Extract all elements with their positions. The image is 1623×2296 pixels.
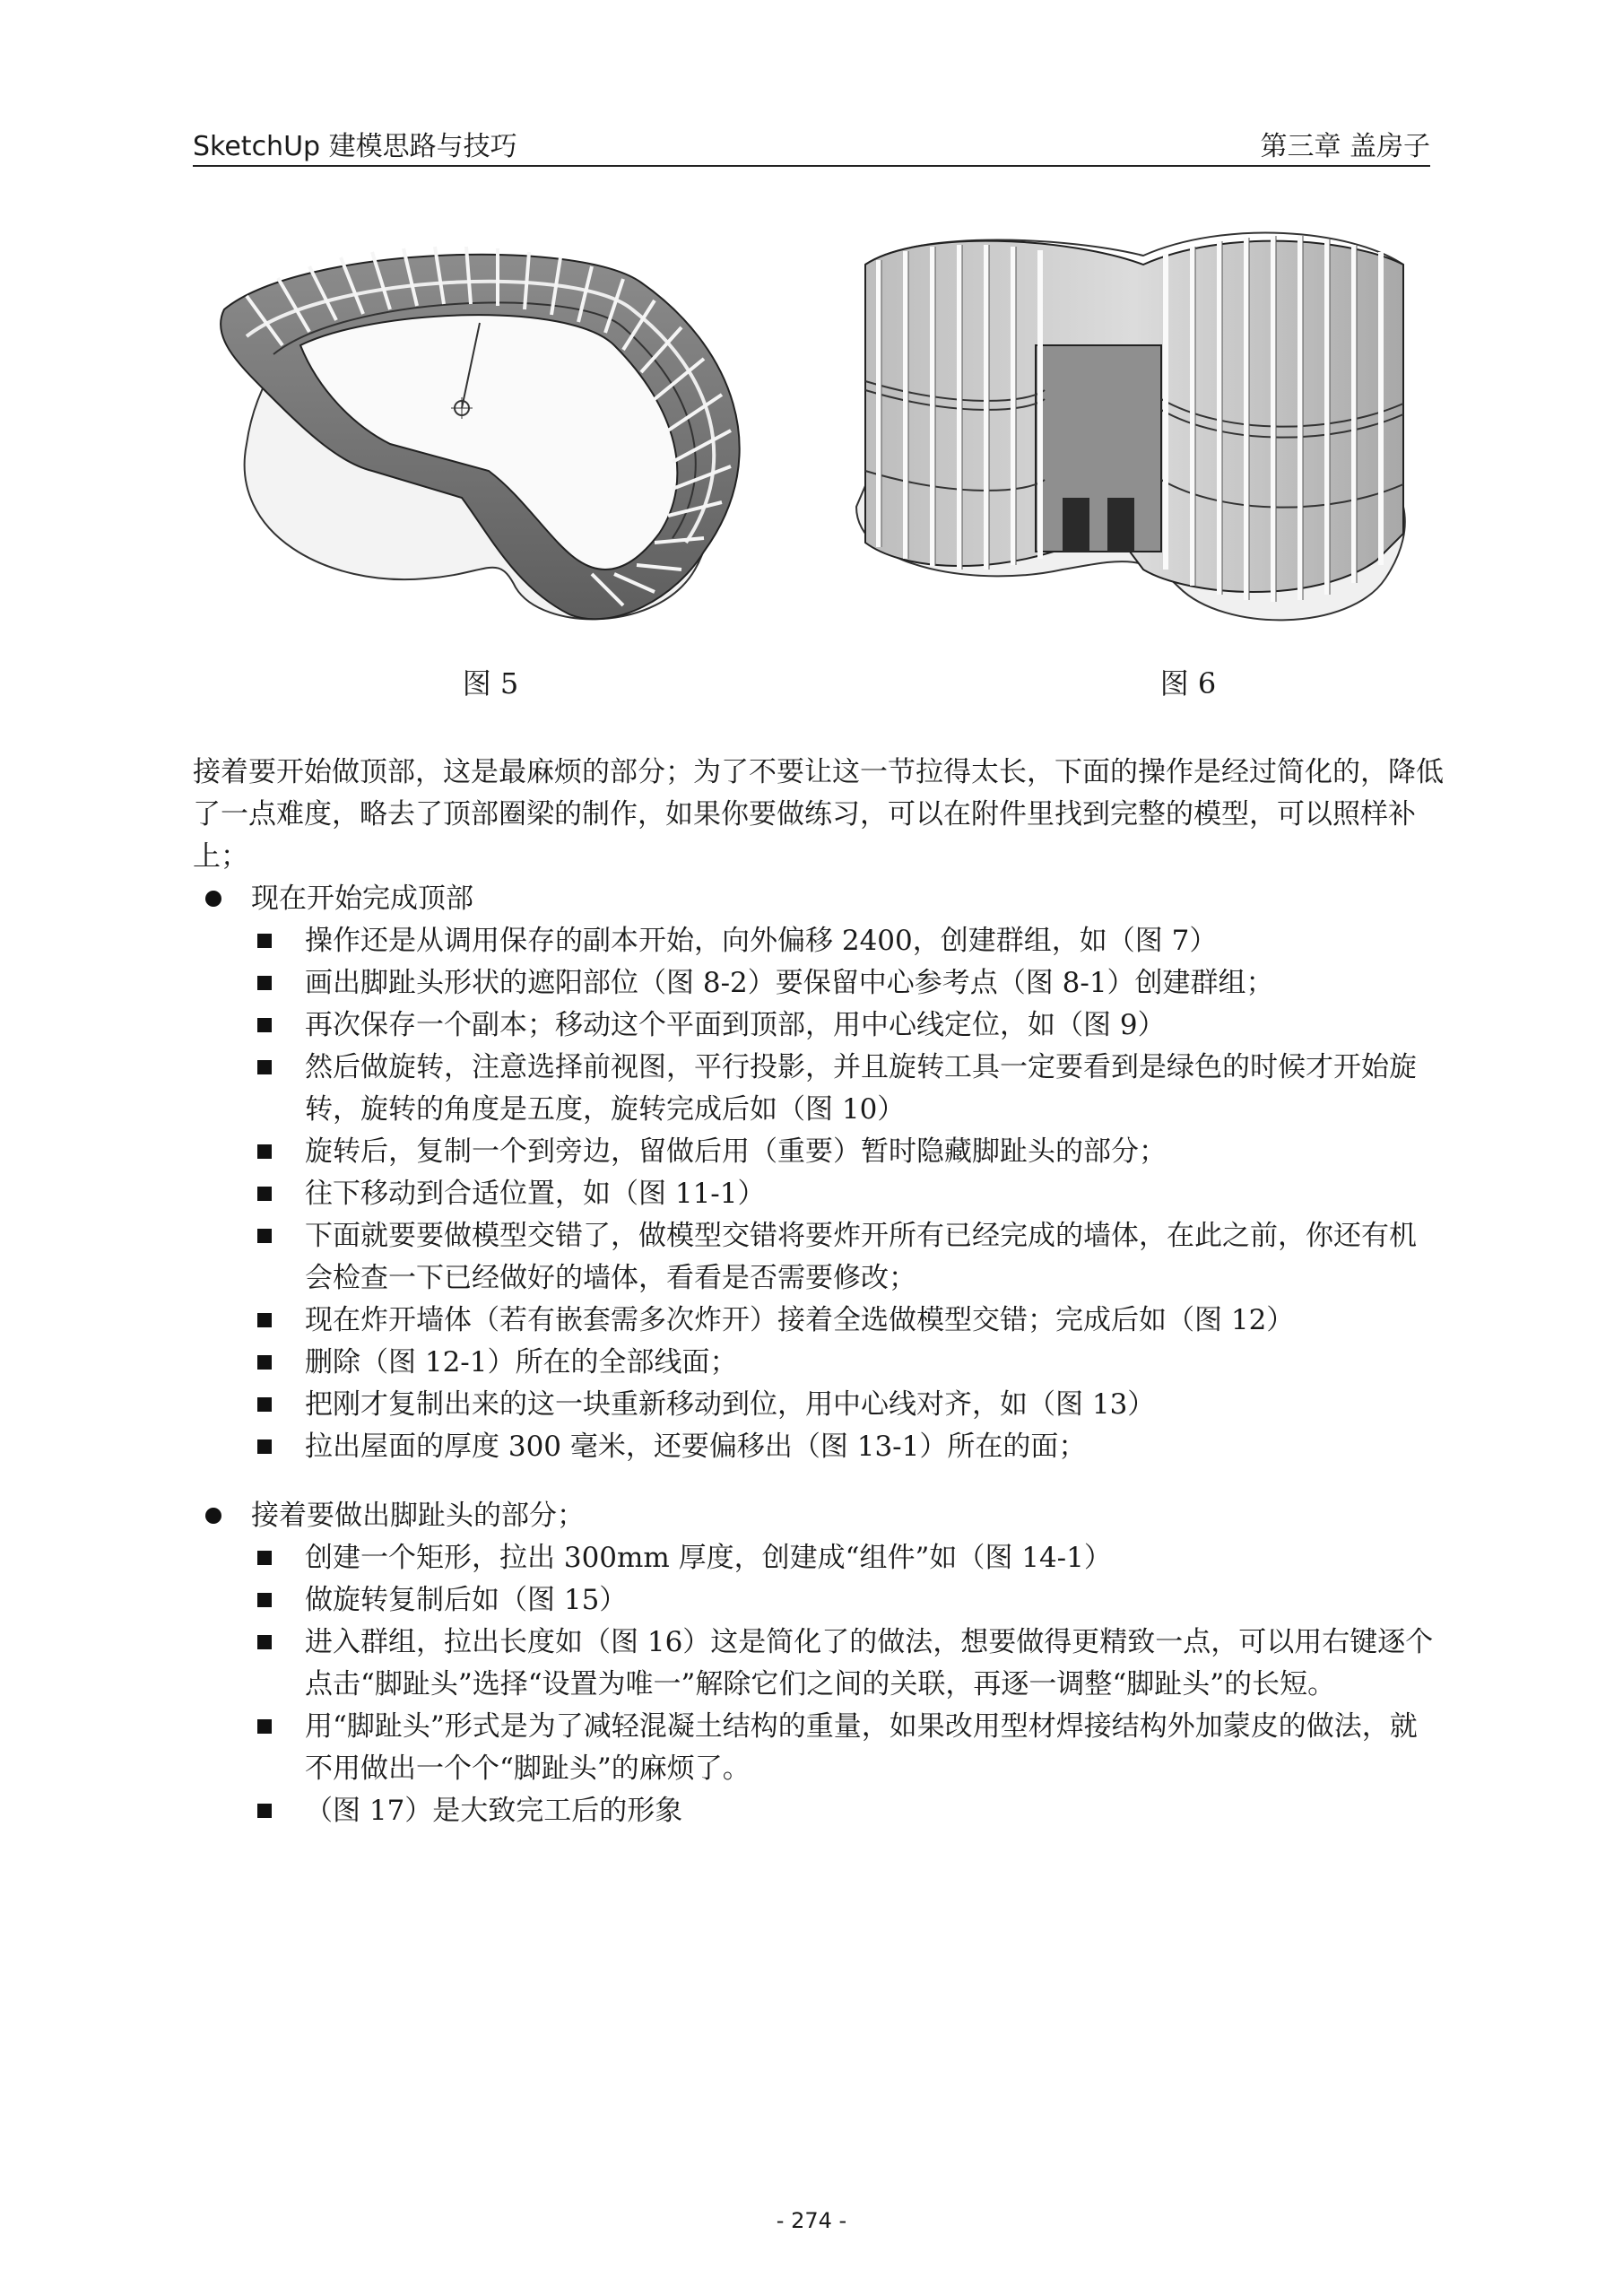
list-item: 删除（图 12-1）所在的全部线面； [193, 1342, 1444, 1384]
intro-text: 接着要开始做顶部，这是最麻烦的部分；为了不要让这一节拉得太长，下面的操作是经过简化的，降低了一点难度，略去了顶部圈梁的制作，如果你要做练习，可以在附件里找到完整的模型，可以照样补上； [193, 756, 1444, 873]
section-1-title: 现在开始完成顶部 [193, 878, 1444, 920]
body-text [193, 752, 1444, 1832]
list-item: 画出脚趾头形状的遮阳部位（图 8-2）要保留中心参考点（图 8-1）创建群组； [193, 962, 1444, 1004]
list-item: 做旋转复制后如（图 15） [193, 1579, 1444, 1622]
list-item: 拉出屋面的厚度 300 毫米，还要偏移出（图 13-1）所在的面； [193, 1426, 1444, 1468]
list-item: 用“脚趾头”形式是为了减轻混凝土结构的重量，如果改用型材焊接结构外加蒙皮的做法，就不用做出一个个“脚趾头”的麻烦了。 [193, 1706, 1444, 1790]
figure-row [193, 211, 1430, 700]
section-spacer [193, 1468, 1444, 1495]
square-bullet-icon [257, 934, 272, 948]
bullet-dot-icon [205, 1508, 221, 1524]
figure-6-image [847, 211, 1430, 641]
figure-5-image [193, 211, 776, 641]
square-bullet-icon [257, 1018, 272, 1032]
figure-6-caption: 图 6 [1159, 666, 1217, 700]
square-bullet-icon [257, 1060, 272, 1074]
book-title: SketchUp 建模思路与技巧 [193, 131, 517, 162]
list-item: 旋转后，复制一个到旁边，留做后用（重要）暂时隐藏脚趾头的部分； [193, 1131, 1444, 1173]
page-header [193, 124, 1430, 167]
list-item: 再次保存一个副本；移动这个平面到顶部，用中心线定位，如（图 9） [193, 1004, 1444, 1047]
bullet-dot-icon [205, 891, 221, 907]
list-item: 下面就要要做模型交错了，做模型交错将要炸开所有已经完成的墙体，在此之前，你还有机会检查一下已经做好的墙体，看看是否需要修改； [193, 1215, 1444, 1300]
square-bullet-icon [257, 1593, 272, 1607]
list-item: 往下移动到合适位置，如（图 11-1） [193, 1173, 1444, 1215]
square-bullet-icon [257, 976, 272, 990]
list-item: 现在炸开墙体（若有嵌套需多次炸开）接着全选做模型交错；完成后如（图 12） [193, 1300, 1444, 1342]
chapter-title: 第三章 盖房子 [1260, 131, 1430, 162]
square-bullet-icon [257, 1551, 272, 1565]
square-bullet-icon [257, 1187, 272, 1201]
figure-5-caption: 图 5 [462, 666, 519, 700]
square-bullet-icon [257, 1439, 272, 1454]
square-bullet-icon [257, 1804, 272, 1818]
intro-paragraph [193, 752, 1444, 878]
square-bullet-icon [257, 1144, 272, 1159]
list-item: 进入群组，拉出长度如（图 16）这是简化了的做法，想要做得更精致一点，可以用右键逐个点击“脚趾头”选择“设置为唯一”解除它们之间的关联，再逐一调整“脚趾头”的长短。 [193, 1622, 1444, 1706]
list-item: 创建一个矩形，拉出 300mm 厚度，创建成“组件”如（图 14-1） [193, 1537, 1444, 1579]
square-bullet-icon [257, 1719, 272, 1734]
square-bullet-icon [257, 1397, 272, 1412]
list-item: （图 17）是大致完工后的形象 [193, 1790, 1444, 1832]
square-bullet-icon [257, 1313, 272, 1327]
square-bullet-icon [257, 1355, 272, 1370]
list-item: 把刚才复制出来的这一块重新移动到位，用中心线对齐，如（图 13） [193, 1384, 1444, 1426]
section-2-title: 接着要做出脚趾头的部分； [193, 1495, 1444, 1537]
square-bullet-icon [257, 1635, 272, 1649]
square-bullet-icon [257, 1229, 272, 1243]
list-item: 操作还是从调用保存的副本开始，向外偏移 2400，创建群组，如（图 7） [193, 920, 1444, 962]
list-item: 然后做旋转，注意选择前视图，平行投影，并且旋转工具一定要看到是绿色的时候才开始旋转，旋转的角度是五度，旋转完成后如（图 10） [193, 1047, 1444, 1131]
page-number: - 274 - [776, 2208, 847, 2233]
